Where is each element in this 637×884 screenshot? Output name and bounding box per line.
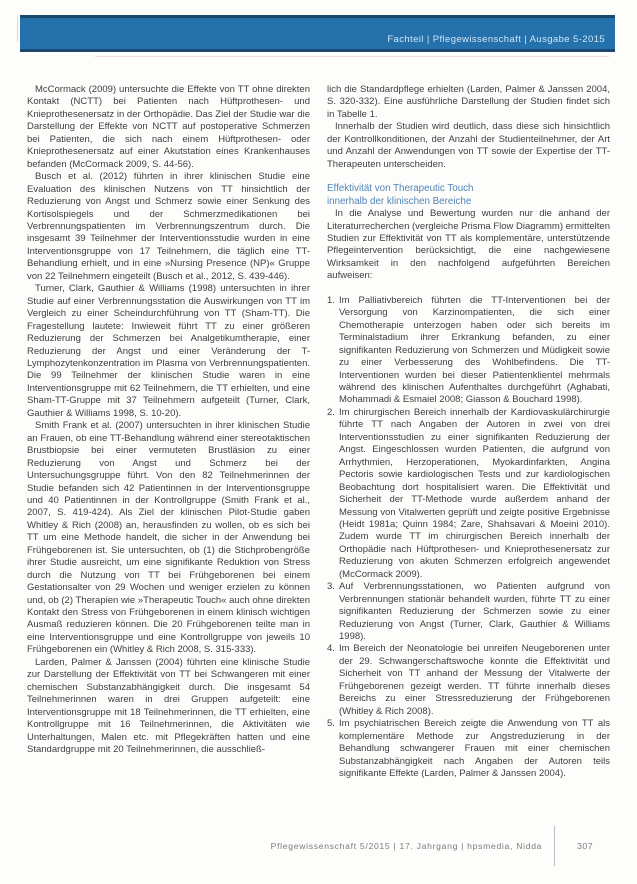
list-item: [327, 407, 610, 581]
paragraph-smith-frank: Smith Frank et al. (2007) untersuchten in ihrer klinischen Studie an Frauen, ob eine TT-Behandlung während einer stereotaktischen Brustbiopsie bei einer vermuteten Brustläsion zu einer Reduzierung von Angst und Schmerz bei der Untersuchungsgruppe führt. Von den 82 Teilnehmerinnen der Studie befanden sich 42 Patientinnen in der Interventionsgruppe und 40 Patientinnen in der Kontrollgruppe (Smith Frank et al., 2007, S. 419-424). Als Ziel der klinischen Pilot-Studie gaben Whitley & Rich (2008) an, herausfinden zu wollen, ob es sich bei TT um eine Methode handelt, die sicher in der Anwendung bei Frühgeborenen ist. Sie untersuchten, ob (1) die Stichprobengröße ihrer Studie ausreicht, um eine signifikante Reduktion von Stress durch die Nutzung von TT bei Frühgeborenen bei einem Gestationsalter von 29 Wochen und weniger erzielen zu können und, ob (2) Therapien wie »Therapeutic Touch« auch ohne direkten Kontakt den Stress von Frühgeborenen in einem klinisch wichtigen Ausmaß reduzieren können. Die 20 Frühgeborenen teilte man in eine Interventionsgruppe und eine Kontrollgruppe von jeweils 10 Frühgeborenen ein (Whitley & Rich 2008, S. 315-333).: [27, 420, 310, 656]
list-item-text: Im Palliativbereich führten die TT-Interventionen bei der Versorgung von Karzinompatienten, die sich einer Chemotherapie unterzogen haben oder sich bereits im Terminalstadium ihrer Erkrankung befanden, zu einer signifikanten Reduzierung von Schmerzen und Müdigkeit sowie zu einer Verbesserung des Wohlbefindens. Die TT-Interventionen wurden bei dieser Patientenklientel mehrmals während des klinischen Aufenthaltes durchgeführt (Aghabati, Mohammadi & Esmaiel 2008; Giasson & Bouchard 1998).: [339, 294, 610, 406]
list-item-text: Auf Verbrennungsstationen, wo Patienten aufgrund von Verbrennungen stationär behandelt wurden, führte TT zu einer signifikanten Reduzierung der Schmerzen sowie zu einer Reduzierung von Angst (Turner, Clark, Gauthier & Williams 1998).: [339, 581, 610, 643]
section-heading-line2: innerhalb der klinischen Bereiche: [327, 195, 472, 207]
article-body: [27, 84, 610, 780]
header-bar: [20, 15, 615, 52]
list-item: [327, 295, 610, 407]
right-column: [327, 84, 610, 780]
paragraph-studies-overview: Innerhalb der Studien wird deutlich, dass diese sich hinsichtlich der Kontrollkonditionen, der Anzahl der Studienteilnehmer, der Art und Anzahl der Anwendungen von TT sowie der Expertise der TT-Therapeuten unterscheiden.: [327, 121, 610, 170]
page-footer: [0, 826, 637, 866]
paragraph-turner: Turner, Clark, Gauthier & Williams (1998) untersuchten in ihrer Studie auf einer Verbrennungsstation die Auswirkungen von TT im Vergleich zu einer Scheindurchführung von TT (Sham-TT). Die Fragestellung lautete: Inwieweit führt TT zu einer größeren Reduzierung der Schmerzen bei Analgetikumtherapie, einer Reduzierung der Angst und einer Veränderung der T-Lymphozytenkonzentration im Plasma von Verbrennungspatienten. Die 99 Teilnehmer der klinischen Studie waren in eine Interventionsgruppe mit 62 Teilnehmern, die TT erhielten, und eine Sham-TT-Gruppe mit 37 Teilnehmern aufgeteilt (Turner, Clark, Gauthier & Williams 1998, S. 10-20).: [27, 283, 310, 419]
list-item: [327, 581, 610, 643]
list-item: [327, 643, 610, 718]
scan-artifact-line: [95, 56, 609, 57]
paragraph-mccormack: McCormack (2009) untersuchte die Effekte von TT ohne direkten Kontakt (NCTT) bei Patienten nach Hüftprothesen- und Knieprothesenersatz in der Orthopädie. Das Ziel der Studie war die Darstellung der Effekte von NCTT auf postoperative Schmerzen bei Patienten, die sich nach einem Hüftprothesen- oder Knieprothesenersatz auf einer Akutstation eines Krankenhauses befanden (McCormack 2009, S. 44-56).: [27, 84, 310, 170]
scan-artifact-tick: [17, 16, 18, 42]
paragraph-larden-continuation: lich die Standardpflege erhielten (Larden, Palmer & Janssen 2004, S. 320-332). Eine ausführliche Darstellung der Studien findet sich in Tabelle 1.: [327, 84, 610, 120]
list-item-text: Im psychiatrischen Bereich zeigte die Anwendung von TT als komplementäre Methode zur Angstreduzierung in der Behandlung schwangerer Frauen mit einer chemischen Substanzabhängigkeit nach Angaben der Autoren teils signifikante Effekte (Larden, Palmer & Janssen 2004).: [339, 718, 610, 780]
left-column: [27, 84, 310, 780]
list-item-number: 4.: [327, 643, 335, 655]
paragraph-analysis-intro: In die Analyse und Bewertung wurden nur die anhand der Literaturrecherchen (vergleiche Prisma Flow Diagramm) ermittelten Studien zur Effektivität von TT als komplementäre, unterstützende Pflegeintervention berücksichtigt, die eine nachgewiesene Wirksamkeit in den nachfolgend aufgeführten Bereichen aufweisen:: [327, 208, 610, 282]
list-item-number: 2.: [327, 406, 335, 418]
paragraph-larden: Larden, Palmer & Janssen (2004) führten eine klinische Studie zur Darstellung der Effektivität von TT bei Schwangeren mit einer chemischen Substanzabhängigkeit durch. Die insgesamt 54 Teilnehmerinnen waren in drei Gruppen aufgeteilt: eine Interventionsgruppe mit 18 Teilnehmerinnen, die TT erhielten, eine Kontrollgruppe mit 16 Teilnehmerinnen, die Aktivitäten wie Unterhaltungen, Malen etc. mit Pflegekräften hatten und eine Standardgruppe mit 20 Teilnehmerinnen, die ausschließ-: [27, 656, 310, 756]
list-item-text: Im Bereich der Neonatologie bei unreifen Neugeborenen unter der 29. Schwangerschaftswoche konnte die Effektivität und Sicherheit von TT anhand der Messung der Vitalwerte der Frühgeborenen gezeigt werden. TT führte innerhalb dieses Bereichs zu einer Stressreduzierung der Frühgeborenen (Whitley & Rich 2008).: [339, 643, 610, 717]
clinical-areas-list: [327, 295, 610, 781]
section-heading-line1: Effektivität von Therapeutic Touch: [327, 183, 474, 195]
list-item-number: 3.: [327, 581, 335, 593]
section-heading: [327, 183, 610, 208]
list-item: [327, 718, 610, 780]
page-number: 307: [577, 841, 593, 851]
list-item-number: 5.: [327, 718, 335, 730]
header-title: Fachteil | Pflegewissenschaft | Ausgabe 5-2015: [387, 34, 605, 45]
list-item-text: Im chirurgischen Bereich innerhalb der Kardiovaskulärchirurgie führte TT nach Angaben der Autoren in zwei von drei Interventionsstudien zu einer signifikanten Reduzierung der Angst. Eingeschlossen wurden Patienten, die aufgrund von Arrhythmien, Herzoperationen, Myokardinfarkten, Angina Pectoris sowie kardiologischen Tests und zur kardiologischen Beobachtung dort hospitalisiert waren. Die Effektivität und Sicherheit der TT-Methode wurde außerdem anhand der Messung von Vitalwerten geprüft und zeigte positive Ergebnisse (Heidt 1981a; Quinn 1984; Zare, Shahsavari & Moeini 2010). Zudem wurde TT im chirurgischen Bereich innerhalb der Orthopädie nach Hüftprothesen- und Knieprothesenersatz zur Reduzierung von akuten Schmerzen erfolgreich angewendet (McCormack 2009).: [339, 406, 610, 580]
footer-divider: [554, 826, 555, 866]
footer-journal-info: Pflegewissenschaft 5/2015 | 17. Jahrgang | hpsmedia, Nidda: [270, 841, 543, 851]
paragraph-busch: Busch et al. (2012) führten in ihrer klinischen Studie eine Evaluation des klinischen Nutzens von TT hinsichtlich der Reduzierung von Angst und Schmerz sowie einer Senkung des Kortisolspiegels und der Schmerzmedikationen bei Verbrennungspatienten im Verbrennungszentrum durch. Die insgesamt 39 Teilnehmer der Interventionsstudie wurden in eine Interventionsgruppe von 17 Teilnehmern, die täglich eine TT-Behandlung erhielt, und in eine »Nursing Presence (NP)« Gruppe von 22 Teilnehmern eingeteilt (Busch et al., 2012, S. 439-446).: [27, 171, 310, 282]
list-item-number: 1.: [327, 294, 335, 306]
